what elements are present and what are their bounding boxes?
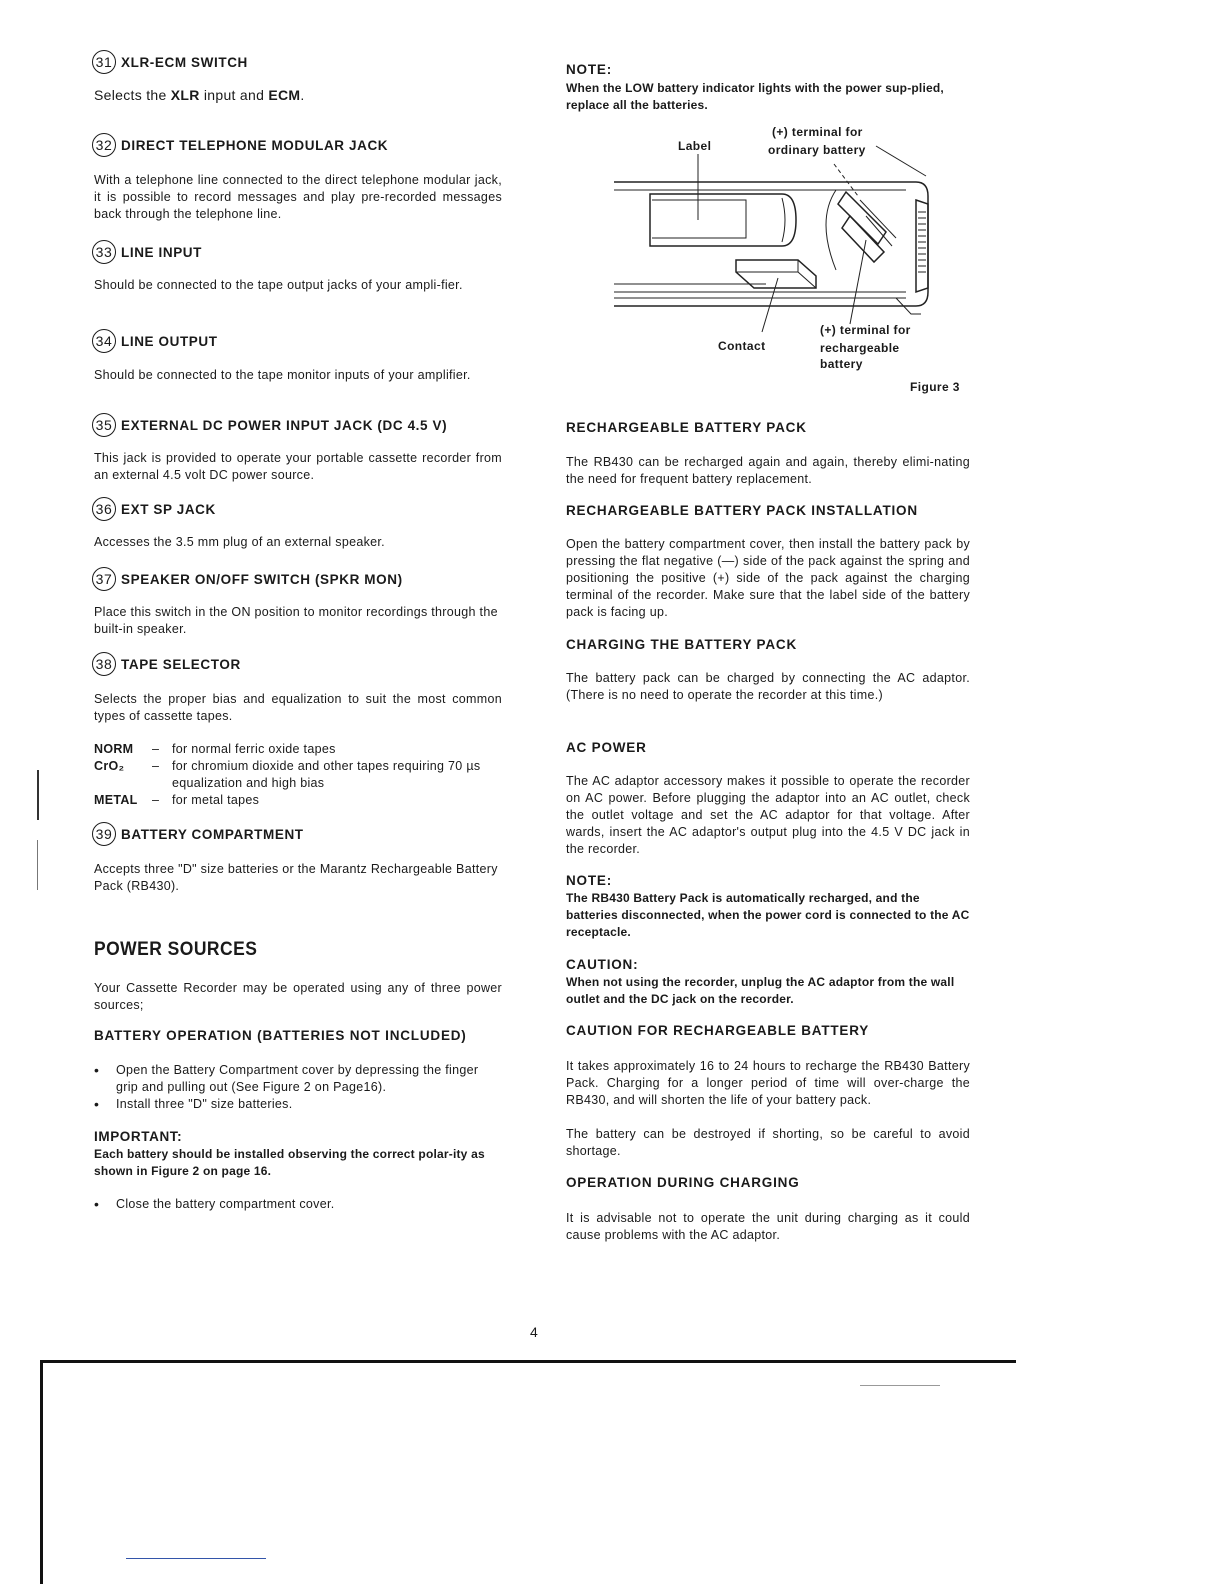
important-body: Each battery should be installed observing the correct polar-ity as shown in Figure 2 on page 16. bbox=[94, 1147, 485, 1178]
item-number: 31 bbox=[92, 50, 116, 74]
section-rechargeable-body: The RB430 can be recharged again and again, thereby elimi-nating the need for frequent battery replacement. bbox=[566, 455, 970, 486]
tape-dash: – bbox=[152, 742, 160, 756]
scan-artifact-blue bbox=[126, 1558, 266, 1559]
note1-heading: NOTE: bbox=[566, 62, 612, 77]
bullet-item bbox=[94, 1062, 502, 1096]
item-38-heading bbox=[94, 652, 241, 676]
item-number: 35 bbox=[92, 413, 116, 437]
item-33-heading bbox=[94, 240, 202, 264]
plus-terminal-ordinary-line2: ordinary battery bbox=[768, 143, 866, 157]
body-bold: XLR bbox=[170, 87, 200, 103]
item-title: LINE OUTPUT bbox=[121, 333, 218, 349]
item-title: XLR-ECM SWITCH bbox=[121, 54, 248, 70]
item-39-heading bbox=[94, 822, 304, 846]
tape-row-metal bbox=[94, 792, 504, 809]
caution-recharge-body2: The battery can be destroyed if shorting, so be careful to avoid shortage. bbox=[566, 1127, 970, 1158]
bullet-text: Install three "D" size batteries. bbox=[116, 1097, 293, 1111]
caution-heading: CAUTION: bbox=[566, 957, 639, 972]
item-number: 36 bbox=[92, 497, 116, 521]
scan-edge-vertical bbox=[40, 1360, 43, 1584]
figure-caption: Figure 3 bbox=[910, 380, 960, 394]
tape-key: METAL bbox=[94, 793, 138, 807]
tape-type-list bbox=[94, 741, 504, 809]
tape-desc: for metal tapes bbox=[172, 793, 260, 807]
item-37-body: Place this switch in the ON position to monitor recordings through the built-in speaker. bbox=[94, 605, 498, 636]
item-32-heading bbox=[94, 133, 388, 157]
section-ac-power-heading: AC POWER bbox=[566, 740, 647, 755]
item-32-body: With a telephone line connected to the direct telephone modular jack, it is possible to record messages and play pre-recorded messages back through the telephone line. bbox=[94, 173, 502, 221]
caution-recharge-body1: It takes approximately 16 to 24 hours to recharge the RB430 Battery Pack. Charging for a longer period of time will over-charge the RB430, and will shorten the life of your battery pack. bbox=[566, 1059, 970, 1107]
bullet-text: Close the battery compartment cover. bbox=[116, 1197, 335, 1211]
item-33-body: Should be connected to the tape output jacks of your ampli-fier. bbox=[94, 278, 463, 292]
item-35-body: This jack is provided to operate your portable cassette recorder from an external 4.5 volt DC power source. bbox=[94, 451, 502, 482]
body-text: . bbox=[300, 87, 305, 103]
scan-artifact bbox=[860, 1385, 940, 1386]
label-callout: Label bbox=[678, 139, 712, 153]
item-35-heading bbox=[94, 413, 447, 437]
item-number: 38 bbox=[92, 652, 116, 676]
battery-compartment-diagram bbox=[566, 120, 970, 380]
plus-terminal-recharge-line1: (+) terminal for bbox=[820, 323, 911, 337]
bullet-dot: • bbox=[94, 1096, 100, 1112]
battery-bullets bbox=[94, 1062, 502, 1113]
tape-dash: – bbox=[152, 759, 160, 773]
scan-edge-line bbox=[40, 1360, 1016, 1363]
item-37-heading bbox=[94, 567, 403, 591]
section-installation-heading: RECHARGEABLE BATTERY PACK INSTALLATION bbox=[566, 503, 918, 518]
margin-mark bbox=[37, 840, 38, 890]
bullet-item bbox=[94, 1096, 502, 1113]
note2-heading: NOTE: bbox=[566, 873, 612, 888]
margin-mark bbox=[37, 770, 39, 820]
item-title: EXTERNAL DC POWER INPUT JACK (DC 4.5 V) bbox=[121, 417, 448, 433]
page-number: 4 bbox=[530, 1324, 538, 1340]
item-number: 33 bbox=[92, 240, 116, 264]
item-36-body: Accesses the 3.5 mm plug of an external speaker. bbox=[94, 535, 385, 549]
operation-body: It is advisable not to operate the unit during charging as it could cause problems with the AC adaptor. bbox=[566, 1211, 970, 1242]
note2-body: The RB430 Battery Pack is automatically recharged, and the batteries disconnected, when the power cord is connected to the AC receptacle. bbox=[566, 891, 970, 939]
body-bold: ECM bbox=[268, 87, 301, 103]
tape-key: NORM bbox=[94, 742, 134, 756]
item-title: TAPE SELECTOR bbox=[121, 656, 241, 672]
item-title: LINE INPUT bbox=[121, 244, 203, 260]
plus-terminal-recharge-line3: battery bbox=[820, 357, 863, 371]
item-34-heading bbox=[94, 329, 218, 353]
tape-row-norm bbox=[94, 741, 504, 758]
section-ac-power-body: The AC adaptor accessory makes it possible to operate the recorder on AC power. Before plugging the adaptor into an AC outlet, check the outlet voltage and set the AC adaptor for that voltage. After wards, insert the AC adaptor's output plug into the 4.5 V DC jack in the recorder. bbox=[566, 774, 970, 856]
bullet-text: Open the Battery Compartment cover by depressing the finger grip and pulling out (See Figure 2 on Page16). bbox=[116, 1063, 479, 1094]
figure-3 bbox=[566, 120, 970, 400]
note1-body: When the LOW battery indicator lights with the power sup-plied, replace all the batteries. bbox=[566, 81, 944, 112]
item-38-body: Selects the proper bias and equalization to suit the most common types of cassette tapes. bbox=[94, 692, 502, 723]
item-number: 37 bbox=[92, 567, 116, 591]
tape-desc: for normal ferric oxide tapes bbox=[172, 742, 336, 756]
item-39-body: Accepts three "D" size batteries or the Marantz Rechargeable Battery Pack (RB430). bbox=[94, 862, 498, 893]
plus-terminal-ordinary-line1: (+) terminal for bbox=[772, 125, 863, 139]
section-charging-body: The battery pack can be charged by connecting the AC adaptor. (There is no need to operate the recorder at this time.) bbox=[566, 671, 970, 702]
item-title: DIRECT TELEPHONE MODULAR JACK bbox=[121, 137, 389, 153]
battery-operation-heading: BATTERY OPERATION (BATTERIES NOT INCLUDED) bbox=[94, 1028, 467, 1043]
tape-desc: for chromium dioxide and other tapes requiring 70 µs equalization and high bias bbox=[172, 759, 481, 790]
tape-dash: – bbox=[152, 793, 160, 807]
tape-row-cro2 bbox=[94, 758, 504, 792]
bullet-item bbox=[94, 1196, 502, 1213]
body-text: Selects the bbox=[94, 87, 171, 103]
item-31-heading bbox=[94, 50, 248, 74]
caution-body: When not using the recorder, unplug the AC adaptor from the wall outlet and the DC jack on the recorder. bbox=[566, 975, 955, 1006]
bullet-dot: • bbox=[94, 1196, 100, 1212]
caution-recharge-heading: CAUTION FOR RECHARGEABLE BATTERY bbox=[566, 1023, 870, 1038]
item-number: 32 bbox=[92, 133, 116, 157]
power-sources-intro: Your Cassette Recorder may be operated using any of three power sources; bbox=[94, 981, 502, 1012]
item-number: 39 bbox=[92, 822, 116, 846]
contact-callout: Contact bbox=[718, 339, 766, 353]
item-31-body bbox=[94, 87, 504, 104]
plus-terminal-recharge-line2: rechargeable bbox=[820, 341, 900, 355]
important-heading: IMPORTANT: bbox=[94, 1129, 183, 1144]
section-installation-body: Open the battery compartment cover, then install the battery pack by pressing the flat negative (—) side of the pack against the spring and positioning the positive (+) side of the pack against the charging terminal of the recorder. Make sure that the label side of the battery pack is facing up. bbox=[566, 537, 970, 619]
operation-heading: OPERATION DURING CHARGING bbox=[566, 1175, 800, 1190]
item-36-heading bbox=[94, 497, 216, 521]
section-charging-heading: CHARGING THE BATTERY PACK bbox=[566, 637, 798, 652]
section-rechargeable-heading: RECHARGEABLE BATTERY PACK bbox=[566, 420, 807, 435]
bullet-dot: • bbox=[94, 1062, 100, 1078]
item-title: SPEAKER ON/OFF SWITCH (SPKR MON) bbox=[121, 571, 403, 587]
item-34-body: Should be connected to the tape monitor inputs of your amplifier. bbox=[94, 368, 471, 382]
close-bullet bbox=[94, 1196, 502, 1213]
tape-key: CrO₂ bbox=[94, 759, 125, 773]
power-sources-title: POWER SOURCES bbox=[94, 939, 258, 960]
item-title: EXT SP JACK bbox=[121, 501, 216, 517]
body-text: input and bbox=[199, 87, 269, 103]
item-title: BATTERY COMPARTMENT bbox=[121, 826, 304, 842]
item-number: 34 bbox=[92, 329, 116, 353]
